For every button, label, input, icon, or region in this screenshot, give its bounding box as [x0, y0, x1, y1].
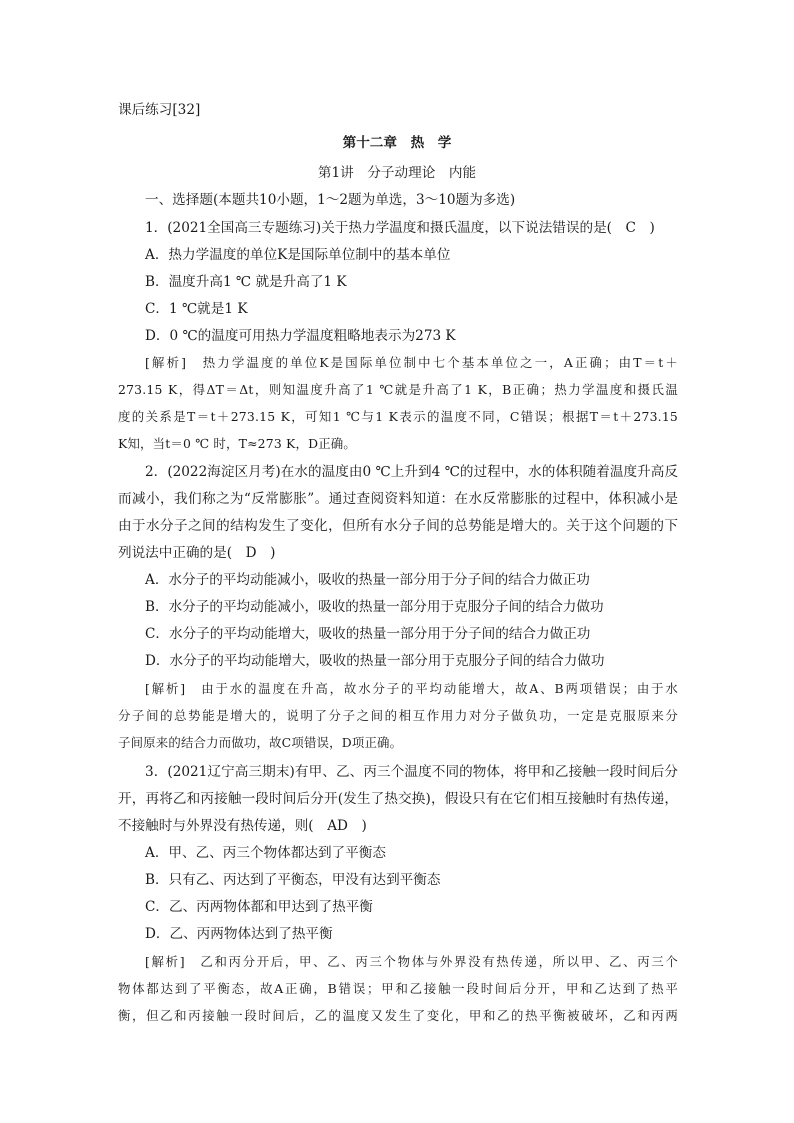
lecture-title: 第1讲 分子动理论 内能	[317, 165, 477, 181]
question-stem: 不接触时与外界没有热传递，则( AD )	[118, 818, 367, 834]
section-heading: 一、选择题(本题共10小题，1～2题为单选，3～10题为多选)	[145, 192, 516, 208]
option-c: C．乙、丙两物体都和甲达到了热平衡	[145, 899, 373, 915]
option-d: D．乙、丙两物体达到了热平衡	[145, 926, 333, 942]
option-b: B．只有乙、丙达到了平衡态，甲没有达到平衡态	[145, 872, 441, 888]
exercise-header: 课后练习[32]	[118, 102, 201, 118]
option-d: D．0 ℃的温度可用热力学温度粗略地表示为273 K	[145, 328, 456, 344]
question-stem: 列说法中正确的是( D )	[118, 545, 276, 561]
explanation-line: 273.15 K，得ΔT＝Δt，则知温度升高了1 ℃就是升高了1 K，B正确；热力学温度和摄氏温	[118, 382, 678, 397]
option-d: D．水分子的平均动能增大，吸收的热量一部分用于克服分子间的结合力做功	[145, 653, 605, 669]
question-stem: 而减小，我们称之为“反常膨胀”。通过查阅资料知道：在水反常膨胀的过程中，体积减小是	[118, 491, 678, 507]
question-stem: 开，再将乙和丙接触一段时间后分开(发生了热交换)，假设只有在它们相互接触时有热传递，	[118, 791, 678, 807]
option-a: A．甲、乙、丙三个物体都达到了平衡态	[145, 845, 386, 861]
question-stem: 1．(2021全国高三专题练习)关于热力学温度和摄氏温度，以下说法错误的是( C )	[145, 220, 655, 236]
explanation-line: 子间原来的结合力而做功，故C项错误，D项正确。	[118, 735, 403, 750]
explanation-line: 衡，但乙和丙接触一段时间后，乙的温度又发生了变化，甲和乙的热平衡被破坏，乙和丙两	[118, 1008, 678, 1023]
option-b: B．水分子的平均动能减小，吸收的热量一部分用于克服分子间的结合力做功	[145, 599, 604, 615]
option-a: A．水分子的平均动能减小，吸收的热量一部分用于分子间的结合力做正功	[145, 572, 590, 588]
question-stem: 2．(2022海淀区月考)在水的温度由0 ℃上升到4 ℃的过程中，水的体积随着温度升高反	[145, 464, 678, 480]
question-stem: 3．(2021辽宁高三期末)有甲、乙、丙三个温度不同的物体，将甲和乙接触一段时间后分	[145, 764, 678, 780]
explanation-line: K知，当t＝0 ℃ 时，T≈273 K，D正确。	[118, 436, 356, 451]
option-b: B．温度升高1 ℃ 就是升高了1 K	[145, 274, 347, 290]
explanation-line: 物体都达到了平衡态，故A正确，B错误；甲和乙接触一段时间后分开，甲和乙达到了热平	[118, 981, 678, 996]
option-c: C．1 ℃就是1 K	[145, 301, 248, 317]
explanation-line: 分子间的总势能是增大的，说明了分子之间的相互作用力对分子做负功，一定是克服原来分	[118, 708, 678, 723]
explanation-line: [解析] 由于水的温度在升高，故水分子的平均动能增大，故A、B两项错误；由于水	[145, 681, 678, 696]
option-c: C．水分子的平均动能增大，吸收的热量一部分用于分子间的结合力做正功	[145, 626, 591, 642]
explanation-line: [解析] 热力学温度的单位K是国际单位制中七个基本单位之一，A正确；由T＝t＋	[145, 355, 678, 370]
explanation-line: 度的关系是T＝t＋273.15 K，可知1 ℃与1 K表示的温度不同，C错误；根据T＝t＋273.15	[118, 409, 678, 424]
question-stem: 由于水分子之间的结构发生了变化，但所有水分子间的总势能是增大的。关于这个问题的下	[118, 518, 678, 534]
explanation-line: [解析] 乙和丙分开后，甲、乙、丙三个物体与外界没有热传递，所以甲、乙、丙三个	[145, 954, 678, 969]
option-a: A．热力学温度的单位K是国际单位制中的基本单位	[145, 247, 451, 263]
chapter-title: 第十二章 热 学	[342, 135, 452, 151]
